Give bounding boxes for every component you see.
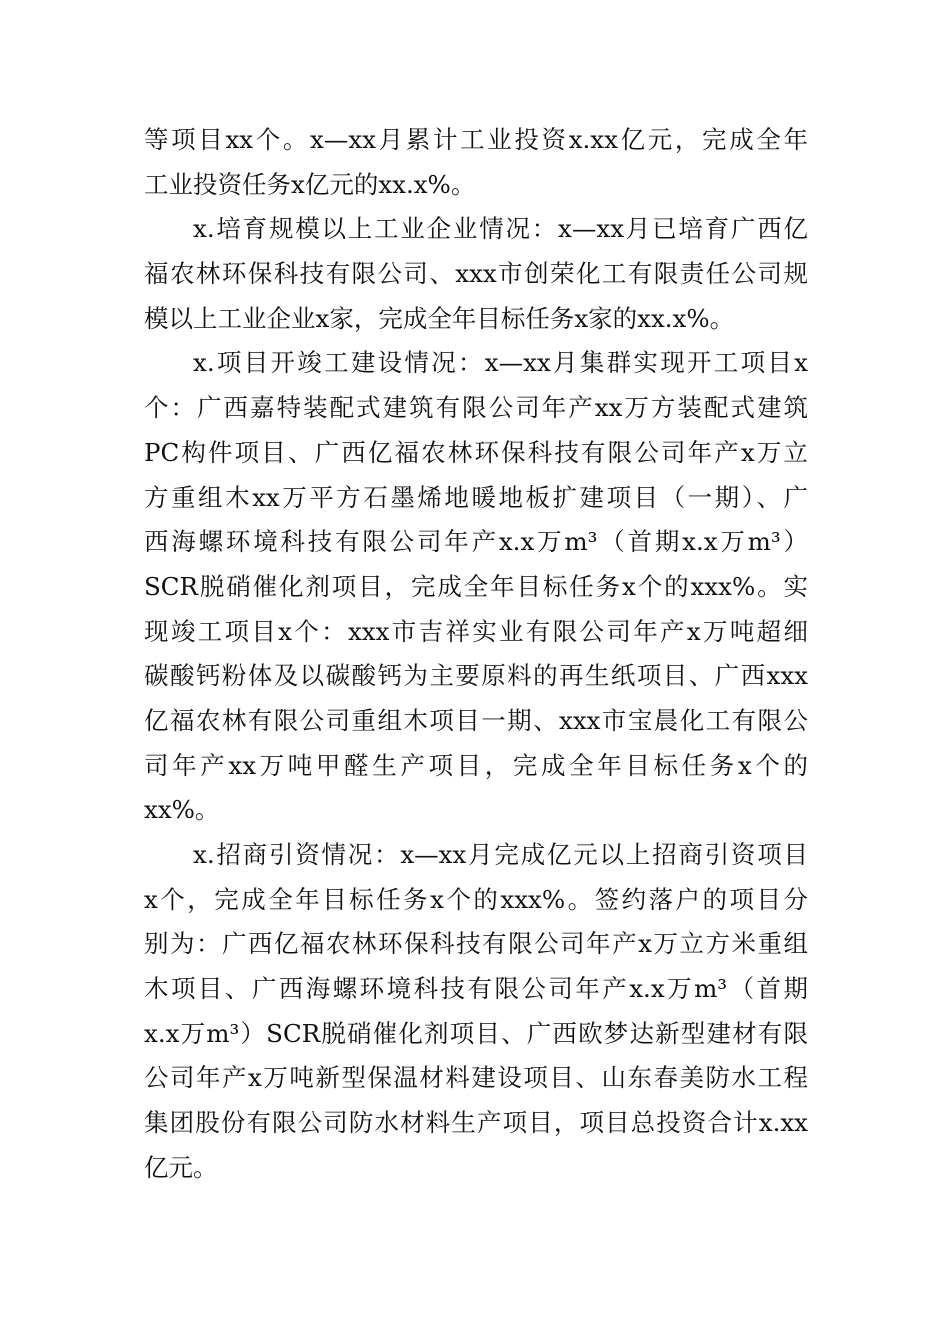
text-line: x.x万m³）SCR脱硝催化剂项目、广西欧梦达新型建材有限: [144, 1018, 808, 1048]
text-line: x.项目开竣工建设情况：x—xx月集群实现开工项目x: [193, 348, 808, 378]
text-line: 司年产xx万吨甲醛生产项目，完成全年目标任务x个的: [144, 750, 808, 780]
paragraph-project-construction: [144, 341, 808, 833]
document-body: [144, 118, 808, 1191]
text-line: 方重组木xx万平方石墨烯地暖地板扩建项目（一期）、广: [144, 482, 808, 512]
text-line: PC构件项目、广西亿福农林环保科技有限公司年产x万立: [144, 437, 808, 467]
text-line: 碳酸钙粉体及以碳酸钙为主要原料的再生纸项目、广西xxx: [144, 661, 808, 691]
text-line: 公司年产x万吨新型保温材料建设项目、山东春美防水工程: [144, 1063, 808, 1093]
text-line: x个，完成全年目标任务x个的xxx%。签约落户的项目分: [144, 884, 808, 914]
paragraph-investment-continuation: [144, 118, 808, 207]
text-line: 等项目xx个。x—xx月累计工业投资x.xx亿元，完成全年: [144, 125, 808, 154]
text-line: 工业投资任务x亿元的xx.x%。: [144, 169, 476, 199]
text-line: x.招商引资情况：x—xx月完成亿元以上招商引资项目: [193, 840, 808, 869]
paragraph-enterprise-cultivation: [144, 207, 808, 341]
paragraph-investment-attraction: [144, 833, 808, 1191]
text-line: 亿元。: [144, 1152, 218, 1182]
text-line: xx%。: [144, 795, 220, 825]
text-line: 木项目、广西海螺环境科技有限公司年产x.x万m³（首期: [144, 974, 808, 1004]
text-line: 西海螺环境科技有限公司年产x.x万m³（首期x.x万m³）: [144, 527, 808, 557]
text-line: 亿福农林有限公司重组木项目一期、xxx市宝晨化工有限公: [144, 705, 808, 735]
text-line: SCR脱硝催化剂项目，完成全年目标任务x个的xxx%。实: [144, 571, 808, 601]
text-line: 现竣工项目x个：xxx市吉祥实业有限公司年产x万吨超细: [144, 616, 808, 646]
text-line: 模以上工业企业x家，完成全年目标任务x家的xx.x%。: [144, 303, 735, 333]
text-line: 个：广西嘉特装配式建筑有限公司年产xx万方装配式建筑: [144, 393, 808, 423]
text-line: 集团股份有限公司防水材料生产项目，项目总投资合计x.xx: [144, 1108, 808, 1138]
text-line: x.培育规模以上工业企业情况：x—xx月已培育广西亿: [193, 214, 808, 244]
text-line: 福农林环保科技有限公司、xxx市创荣化工有限责任公司规: [144, 259, 808, 289]
text-line: 别为：广西亿福农林环保科技有限公司年产x万立方米重组: [144, 929, 808, 959]
